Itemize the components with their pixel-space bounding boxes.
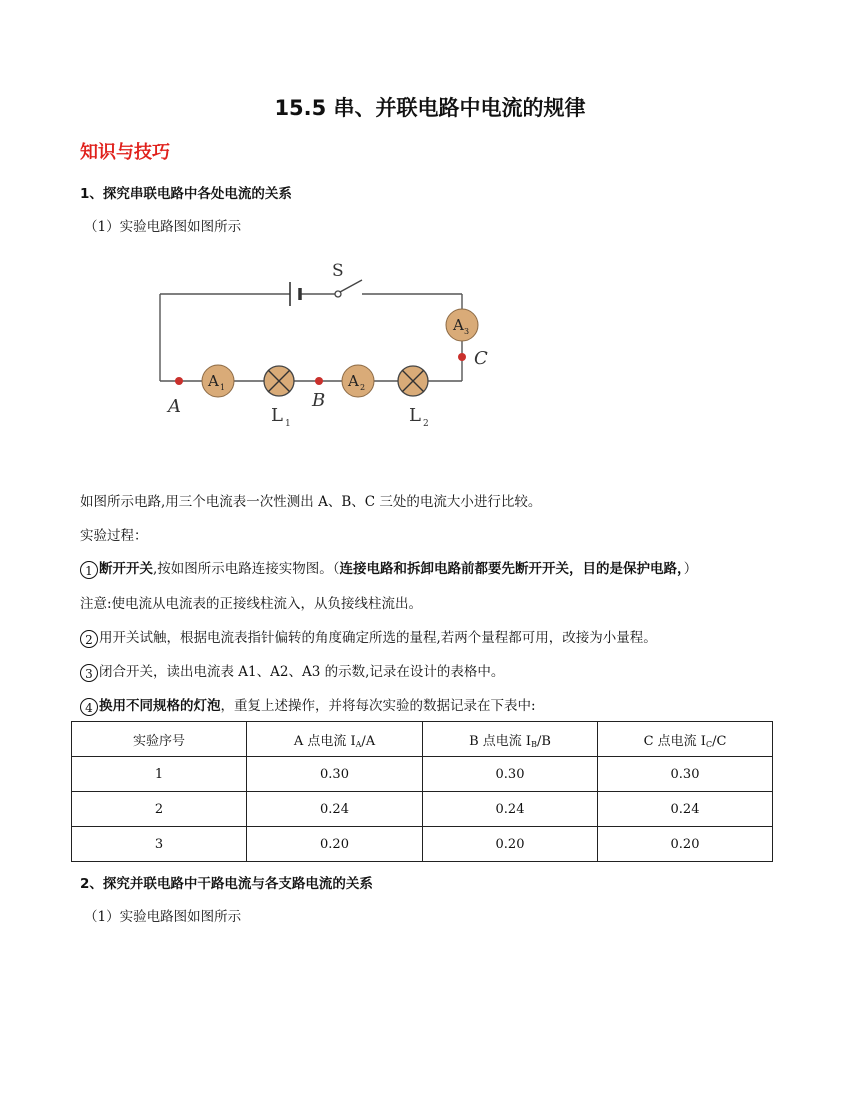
svg-text:L: L <box>271 405 283 426</box>
svg-text:A: A <box>453 316 464 334</box>
step-number: 4 <box>80 698 98 716</box>
table-cell: 0.30 <box>247 757 423 792</box>
step-2: 2 用开关试触，根据电流表指针偏转的角度确定所选的量程,若两个量程都可用，改接为小量程。 <box>80 626 657 648</box>
point-label-c: C <box>474 348 488 369</box>
svg-text:2: 2 <box>423 419 429 429</box>
switch-icon <box>335 280 362 297</box>
lamp-label-l2 <box>409 405 429 429</box>
table-row <box>72 792 773 827</box>
junction-c <box>458 353 466 361</box>
battery-icon <box>290 282 300 306</box>
step-number: 3 <box>80 664 98 682</box>
table-header-row <box>72 722 773 757</box>
svg-text:A: A <box>348 372 359 390</box>
table-header-cell: A 点电流 $I_A/A$ <box>247 722 423 757</box>
table-row <box>72 827 773 862</box>
series-circuit-diagram <box>140 258 510 438</box>
lamp-l2-icon <box>398 366 428 396</box>
ammeter-a2-icon <box>342 365 374 397</box>
table-cell: 0.20 <box>598 827 773 862</box>
step-number: 2 <box>80 630 98 648</box>
junction-b <box>315 377 323 385</box>
part2-sub: （1）实验电路图如图所示 <box>84 909 242 925</box>
svg-text:2: 2 <box>360 383 366 392</box>
table-cell: 3 <box>72 827 247 862</box>
table-cell: 1 <box>72 757 247 792</box>
step-number: 1 <box>80 561 98 579</box>
table-cell: 0.20 <box>423 827 598 862</box>
table-cell: 2 <box>72 792 247 827</box>
table-cell: 0.30 <box>598 757 773 792</box>
table-cell: 0.30 <box>423 757 598 792</box>
part1-sub: （1）实验电路图如图所示 <box>84 219 242 235</box>
table-cell: 0.24 <box>247 792 423 827</box>
table-header-cell: 实验序号 <box>72 722 247 757</box>
point-label-a: A <box>168 396 181 417</box>
data-table <box>71 721 773 862</box>
table-header-cell: C 点电流 $I_C/C$ <box>598 722 773 757</box>
step-3: 3 闭合开关，读出电流表 A1、A2、A3 的示数,记录在设计的表格中。 <box>80 660 504 682</box>
step-note: 注意:使电流从电流表的正接线柱流入，从负接线柱流出。 <box>80 596 423 612</box>
point-label-b: B <box>312 390 326 411</box>
table-cell: 0.24 <box>423 792 598 827</box>
step-4: 4 换用不同规格的灯泡，重复上述操作，并将每次实验的数据记录在下表中: <box>80 694 536 716</box>
lamp-l1-icon <box>264 366 294 396</box>
circuit-description: 如图所示电路,用三个电流表一次性测出 A、B、C 三处的电流大小进行比较。 <box>80 494 542 510</box>
table-row <box>72 757 773 792</box>
switch-label: S <box>332 261 344 281</box>
junction-a <box>175 377 183 385</box>
ammeter-a3-icon <box>446 309 478 341</box>
step-1: 1 断开开关,按如图所示电路连接实物图。（连接电路和拆卸电路前都要先断开开关，目的是保护电路，） <box>80 557 697 579</box>
svg-text:L: L <box>409 405 421 426</box>
svg-text:3: 3 <box>464 327 470 336</box>
svg-text:1: 1 <box>285 419 291 429</box>
lamp-label-l1 <box>271 405 291 429</box>
process-label: 实验过程： <box>80 528 148 544</box>
part2-heading: 2、探究并联电路中干路电流与各支路电流的关系 <box>80 876 373 892</box>
ammeter-a1-icon <box>202 365 234 397</box>
svg-text:1: 1 <box>220 383 226 392</box>
section-heading: 知识与技巧 <box>80 142 170 163</box>
svg-text:A: A <box>208 372 219 390</box>
table-header-cell: B 点电流 $I_B/B$ <box>423 722 598 757</box>
page-title: 15.5 串、并联电路中电流的规律 <box>274 96 586 120</box>
table-cell: 0.24 <box>598 792 773 827</box>
part1-heading: 1、探究串联电路中各处电流的关系 <box>80 186 292 202</box>
table-cell: 0.20 <box>247 827 423 862</box>
